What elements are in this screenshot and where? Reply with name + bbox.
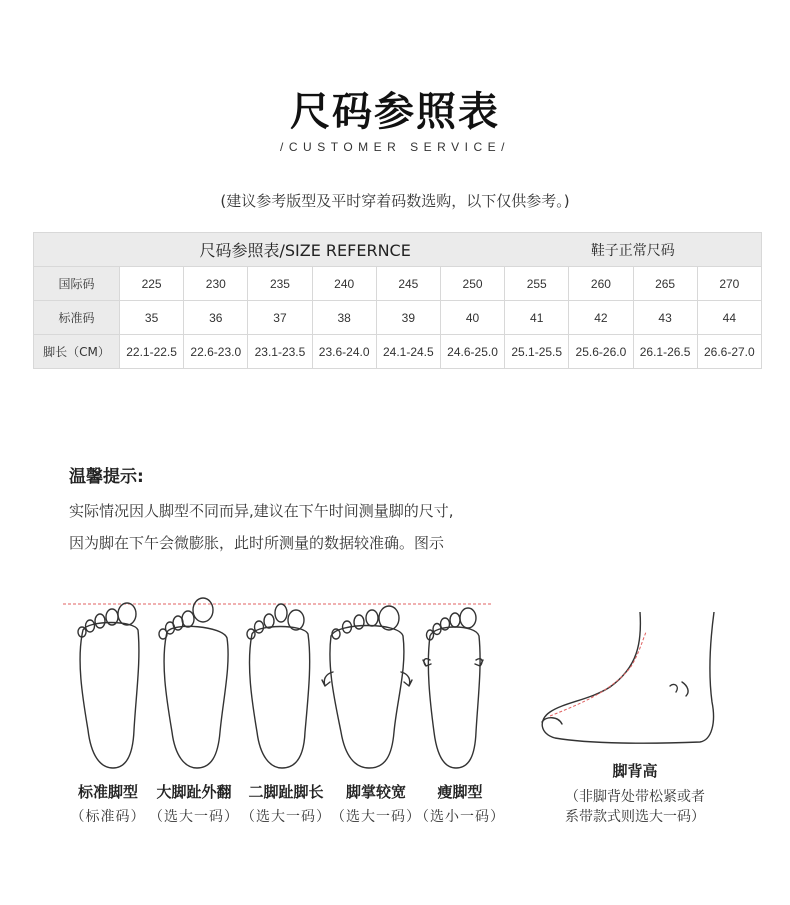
instep-guide-line xyxy=(550,632,646,716)
foot-type-name: 大脚趾外翻 xyxy=(156,783,232,801)
table-cell: 35 xyxy=(120,301,184,335)
row-label: 国际码 xyxy=(34,267,120,301)
foot-type-advice: （选小一码） xyxy=(415,809,505,825)
tips-title: 温馨提示: xyxy=(69,467,144,487)
table-cell: 23.1-23.5 xyxy=(248,335,312,369)
foot-type-name: 标准脚型 xyxy=(77,783,138,801)
size-table-title xyxy=(120,233,505,267)
page-title: 尺码参照表 xyxy=(290,89,500,135)
table-cell: 230 xyxy=(184,267,248,301)
foot-type-name: 脚掌较宽 xyxy=(345,783,406,801)
table-cell: 270 xyxy=(697,267,761,301)
foot-type-name: 二脚趾脚长 xyxy=(248,783,324,801)
long-second-toe-foot-icon xyxy=(247,604,310,768)
table-cell: 25.6-26.0 xyxy=(569,335,633,369)
slim-foot-icon xyxy=(423,608,483,768)
table-cell: 36 xyxy=(184,301,248,335)
table-cell: 255 xyxy=(505,267,569,301)
bunion-foot-icon xyxy=(159,598,228,768)
size-table xyxy=(33,232,762,369)
table-row xyxy=(34,267,762,301)
reference-note: (建议参考版型及平时穿着码数选购，以下仅供参考。) xyxy=(220,192,570,210)
table-cell: 37 xyxy=(248,301,312,335)
wide-foot-icon xyxy=(322,606,412,768)
tips-text-line: 实际情况因人脚型不同而异,建议在下午时间测量脚的尺寸, xyxy=(69,502,454,520)
header-spacer xyxy=(34,233,120,267)
table-cell: 44 xyxy=(697,301,761,335)
page-subtitle: /CUSTOMER SERVICE/ xyxy=(280,140,510,154)
table-cell: 250 xyxy=(440,267,504,301)
foot-type-advice: （选大一码） xyxy=(149,809,239,825)
foot-type-name: 瘦脚型 xyxy=(437,783,483,801)
table-cell: 41 xyxy=(505,301,569,335)
table-cell: 25.1-25.5 xyxy=(505,335,569,369)
table-cell: 39 xyxy=(376,301,440,335)
size-table-title-text: 尺码参照表/SIZE REFERNCE xyxy=(199,241,411,260)
table-cell: 40 xyxy=(440,301,504,335)
standard-foot-icon xyxy=(78,603,139,768)
table-cell: 23.6-24.0 xyxy=(312,335,376,369)
table-cell: 225 xyxy=(120,267,184,301)
table-cell: 26.1-26.5 xyxy=(633,335,697,369)
table-cell: 22.6-23.0 xyxy=(184,335,248,369)
table-cell: 245 xyxy=(376,267,440,301)
table-cell: 24.6-25.0 xyxy=(440,335,504,369)
size-table-header xyxy=(34,233,762,267)
row-label: 脚长（CM） xyxy=(34,335,120,369)
foot-type-advice: （标准码） xyxy=(70,809,146,825)
table-cell: 260 xyxy=(569,267,633,301)
tips-text-line: 因为脚在下午会微膨胀，此时所测量的数据较准确。图示 xyxy=(69,534,445,552)
table-cell: 265 xyxy=(633,267,697,301)
table-cell: 43 xyxy=(633,301,697,335)
table-cell: 22.1-22.5 xyxy=(120,335,184,369)
instep-advice-line: 系带款式则选大一码） xyxy=(565,809,705,825)
table-cell: 26.6-27.0 xyxy=(697,335,761,369)
table-cell: 24.1-24.5 xyxy=(376,335,440,369)
size-table-side-title xyxy=(505,233,762,267)
foot-type-advice: （选大一码） xyxy=(241,809,331,825)
table-cell: 42 xyxy=(569,301,633,335)
size-table-side-title-text: 鞋子正常尺码 xyxy=(590,242,675,259)
foot-type-advice: （选大一码） xyxy=(331,809,421,825)
table-cell: 235 xyxy=(248,267,312,301)
foot-type-illustrations xyxy=(58,590,498,775)
instep-name: 脚背高 xyxy=(612,762,658,780)
table-cell: 240 xyxy=(312,267,376,301)
instep-advice-line: （非脚背处带松紧或者 xyxy=(565,789,705,805)
table-cell: 38 xyxy=(312,301,376,335)
high-instep-foot-icon xyxy=(530,612,720,752)
table-row xyxy=(34,335,762,369)
table-row xyxy=(34,301,762,335)
row-label: 标准码 xyxy=(34,301,120,335)
